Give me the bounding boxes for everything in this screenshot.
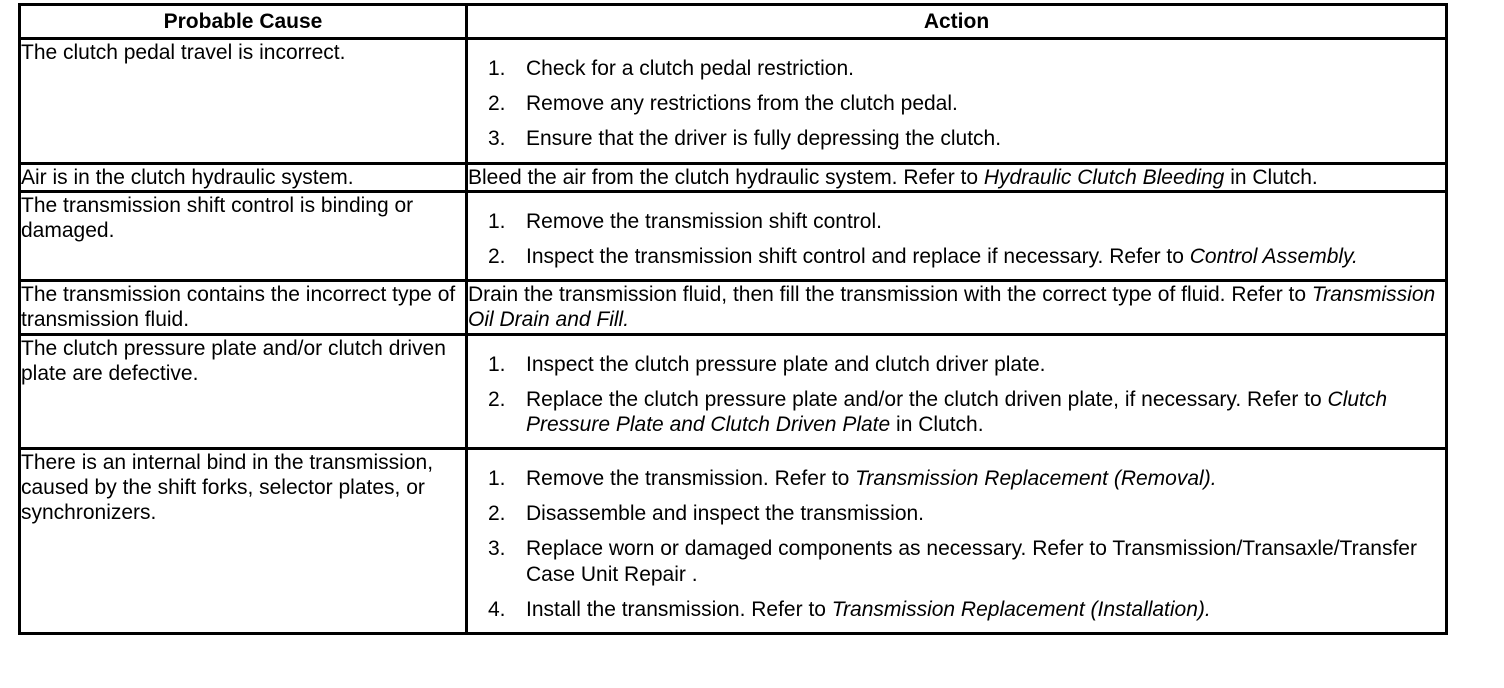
reference-link-text: Control Assembly. xyxy=(1189,244,1358,268)
reference-link-text: Clutch Pressure Plate and Clutch Driven Plate xyxy=(526,387,1388,436)
probable-cause-cell: The transmission shift control is binding or damaged. xyxy=(20,191,467,280)
action-text: in Clutch. xyxy=(890,412,984,436)
step-number: 3. xyxy=(488,537,506,561)
action-text: Check for a clutch pedal restriction. xyxy=(526,57,854,80)
table-row xyxy=(20,281,1447,334)
step-number: 2. xyxy=(488,502,506,526)
action-text: Remove the transmission shift control. xyxy=(526,209,882,233)
step-number: 1. xyxy=(488,352,506,376)
probable-cause-cell: Air is in the clutch hydraulic system. xyxy=(20,163,467,191)
list-item xyxy=(484,501,1429,526)
probable-cause-cell: There is an internal bind in the transmission, caused by the shift forks, selector plates, or synchronizers. xyxy=(20,449,467,634)
diagnostic-table xyxy=(18,3,1448,635)
action-text: in Clutch. xyxy=(1224,165,1318,189)
action-text: Replace worn or damaged components as necessary. Refer to Transmission/Transaxle/Transfer Case Unit Repair . xyxy=(526,537,1417,586)
list-item xyxy=(484,91,1429,116)
step-text xyxy=(526,126,1429,151)
list-item xyxy=(484,466,1429,491)
header-action: Action xyxy=(467,5,1447,39)
action-steps xyxy=(484,209,1429,269)
action-text: Bleed the air from the clutch hydraulic system. Refer to xyxy=(468,165,984,189)
step-text xyxy=(526,244,1429,269)
list-item xyxy=(484,352,1429,377)
step-number: 2. xyxy=(488,387,506,411)
action-text: Drain the transmission fluid, then fill the transmission with the correct type of fluid. Refer to xyxy=(468,283,1312,307)
action-cell xyxy=(467,449,1447,634)
action-cell xyxy=(467,163,1447,191)
action-text: Ensure that the driver is fully depressing the clutch. xyxy=(526,127,1002,151)
step-number: 3. xyxy=(488,127,506,151)
step-text xyxy=(526,387,1429,437)
list-item xyxy=(484,597,1429,622)
reference-link-text: Hydraulic Clutch Bleeding xyxy=(983,165,1225,189)
header-row xyxy=(20,5,1447,39)
step-text xyxy=(526,209,1429,234)
list-item xyxy=(484,56,1429,81)
table-row xyxy=(20,39,1447,164)
table-row xyxy=(20,449,1447,634)
step-text xyxy=(526,501,1429,526)
header-probable-cause: Probable Cause xyxy=(20,5,467,39)
table-row xyxy=(20,163,1447,191)
list-item xyxy=(484,536,1429,586)
step-text xyxy=(526,466,1429,491)
step-number: 1. xyxy=(488,209,506,233)
reference-link-text: Transmission Replacement (Installation). xyxy=(831,597,1211,621)
action-text: Remove any restrictions from the clutch pedal. xyxy=(526,92,958,116)
table-body xyxy=(20,39,1447,634)
list-item xyxy=(484,387,1429,437)
action-text: Remove the transmission. Refer to xyxy=(526,467,856,491)
table-row xyxy=(20,334,1447,449)
step-number: 2. xyxy=(488,92,506,116)
probable-cause-cell: The clutch pressure plate and/or clutch driven plate are defective. xyxy=(20,334,467,449)
action-cell xyxy=(467,281,1447,334)
action-steps xyxy=(484,56,1429,152)
action-cell xyxy=(467,39,1447,164)
action-text: Disassemble and inspect the transmission. xyxy=(526,502,925,526)
action-text: Install the transmission. Refer to xyxy=(526,597,832,621)
step-text xyxy=(526,91,1429,116)
step-number: 1. xyxy=(488,467,506,491)
probable-cause-cell: The clutch pedal travel is incorrect. xyxy=(20,39,467,164)
probable-cause-cell: The transmission contains the incorrect type of transmission fluid. xyxy=(20,281,467,334)
step-number: 4. xyxy=(488,597,506,621)
list-item xyxy=(484,244,1429,269)
action-text: Inspect the clutch pressure plate and clutch driver plate. xyxy=(526,352,1046,376)
step-text xyxy=(526,352,1429,377)
action-text: Replace the clutch pressure plate and/or the clutch driven plate, if necessary. Refer to xyxy=(526,387,1328,411)
list-item xyxy=(484,209,1429,234)
list-item xyxy=(484,126,1429,151)
step-text xyxy=(526,56,1429,81)
action-text: Inspect the transmission shift control and replace if necessary. Refer to xyxy=(526,244,1190,268)
reference-link-text: Transmission Replacement (Removal). xyxy=(855,467,1217,491)
step-number: 2. xyxy=(488,244,506,268)
action-cell xyxy=(467,191,1447,280)
step-text xyxy=(526,536,1429,586)
step-text xyxy=(526,597,1429,622)
step-number: 1. xyxy=(488,57,506,80)
action-cell xyxy=(467,334,1447,449)
action-steps xyxy=(484,466,1429,622)
action-steps xyxy=(484,352,1429,438)
table-row xyxy=(20,191,1447,280)
reference-link-text: Transmission Oil Drain and Fill. xyxy=(468,283,1436,332)
